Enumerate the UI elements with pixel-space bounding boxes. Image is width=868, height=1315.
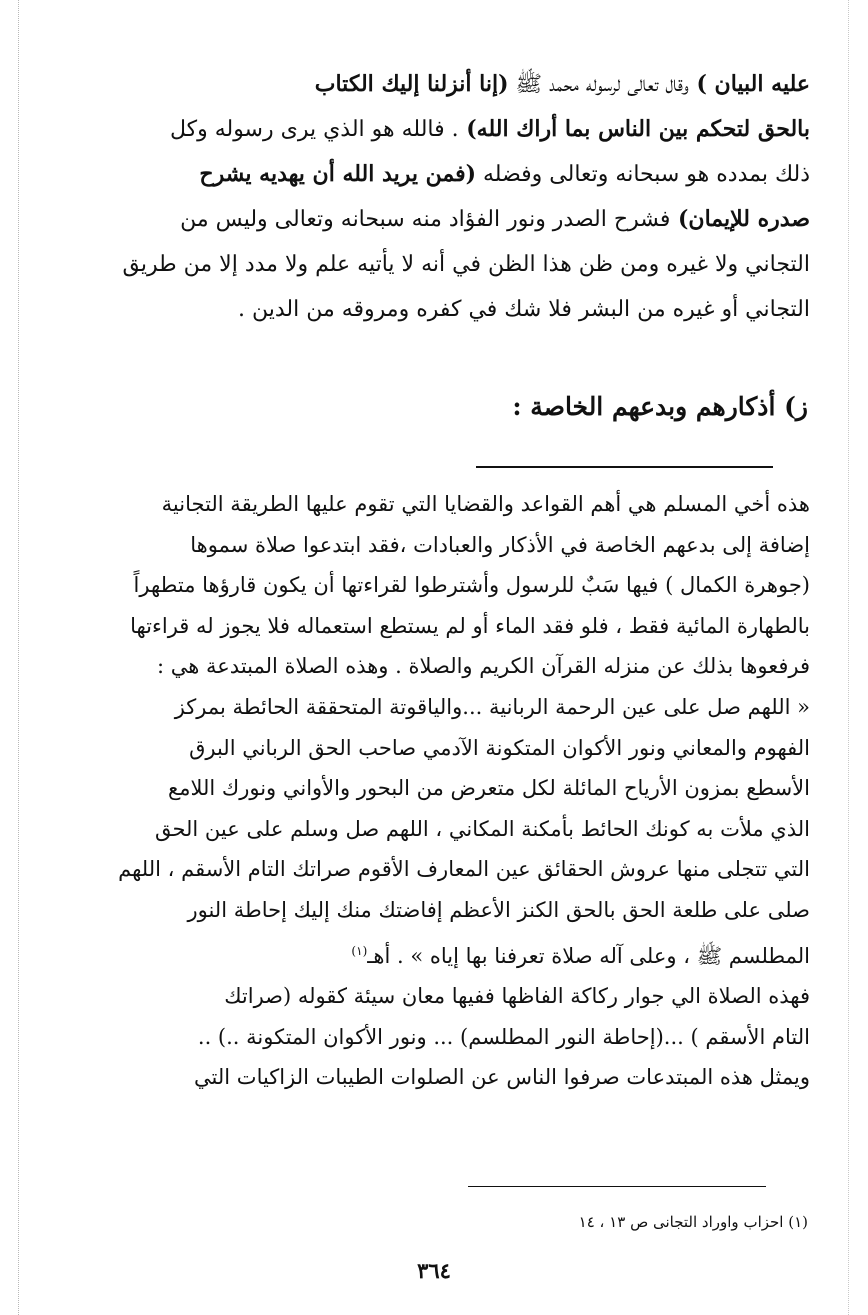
paragraph-main-line: الذي ملأت به كونك الحائط بأمكنة المكاني ، اللهم صل وسلم على عين الحق [154,816,810,841]
body-text: التجاني أو غيره من البشر فلا شك في كفره ومروقه من الدين . [237,297,810,322]
footnote: (١) احزاب واوراد التجانى ص ١٣ ، ١٤ [578,1213,808,1231]
page-number: ٣٦٤ [417,1258,451,1283]
quoted-text: عليه البيان ) [688,71,810,97]
footnote-marker: (١) [351,943,368,958]
paragraph-main-line: فهذه الصلاة الي جوار ركاكة الفاظها ففيها معان سيئة كقوله (صراتك [224,984,810,1009]
quoted-text: بالحق لتحكم بين الناس بما أراك الله) [458,116,810,142]
paragraph-main-line: التي تتجلى منها عروش الحقائق عين المعارف الأقوم صراتك التام الأسقم ، اللهم [118,857,810,882]
footnote-divider [468,1186,766,1187]
paragraph-main-line: ويمثل هذه المبتدعات صرفوا الناس عن الصلوات الطيبات الزاكيات التي [194,1065,810,1090]
paragraph-top-line [70,152,810,197]
paragraph-main-line: المطلسم ﷺ ، وعلى آله صلاة تعرفنا بها إياه » . أهـ$^{(١)}$ [351,943,810,968]
quoted-text: (فمن يريد الله أن يهديه يشرح [199,161,477,187]
paragraph-top [70,62,810,332]
quoted-text: صدره للإيمان) [670,206,810,232]
body-text: ذلك بمدده هو سبحانه وتعالى وفضله [476,162,810,187]
paragraph-top-line [70,62,810,107]
heading-divider [476,466,773,468]
body-text: فشرح الصدر ونور الفؤاد منه سبحانه وتعالى وليس من [180,207,671,232]
paragraph-main-line: الفهوم والمعاني ونور الأكوان المتكونة الآدمي صاحب الحق الرباني البرق [189,735,810,760]
paragraph-top-line [70,242,810,287]
paragraph-top-line [70,197,810,242]
paragraph-main-line: هذه أخي المسلم هي أهم القواعد والقضايا التي تقوم عليها الطريقة التجانية [161,492,810,516]
paragraph-main-line: إضافة إلى بدعهم الخاصة في الأذكار والعبادات ،فقد ابتدعوا صلاة سموها [190,532,810,557]
scan-edge-left [18,0,19,1315]
body-text: . فالله هو الذي يرى رسوله وكل [169,117,459,142]
paragraph-main-line: فرفعوها بذلك عن منزله القرآن الكريم والصلاة . وهذه الصلاة المبتدعة هي : [157,654,810,679]
paragraph-main-line: التام الأسقم ) ...(إحاطة النور المطلسم) ... ونور الأكوان المتكونة ..) .. [197,1024,810,1049]
body-text: وقال تعالى لرسوله محمد ﷺ [508,72,689,97]
paragraph-top-line [70,107,810,152]
body-text: التجاني ولا غيره ومن ظن هذا الظن في أنه لا يأتيه علم ولا مدد إلا من طريق [122,252,810,277]
quoted-text: (إنا أنزلنا إليك الكتاب [314,71,509,97]
paragraph-main [70,484,810,1098]
paragraph-main-line: بالطهارة المائية فقط ، فلو فقد الماء أو لم يستطع استعماله فلا يجوز له قراءتها [130,613,810,638]
scan-edge-right [848,0,849,1315]
paragraph-main-line: « اللهم صل على عين الرحمة الربانية ...والياقوتة المتحققة الحائطة بمركز [174,694,810,719]
paragraph-top-line [70,287,810,332]
paragraph-main-line: صلى على طلعة الحق بالحق الكنز الأعظم إفاضتك منك إليك إحاطة النور [187,897,810,922]
paragraph-main-line: الأسطع بمزون الأرياح المائلة لكل متعرض من البحور والأواني ونورك اللامع [168,776,810,801]
section-heading: ز) أذكارهم وبدعهم الخاصة : [512,392,808,421]
paragraph-main-line: (جوهرة الكمال ) فيها سَبٌ للرسول وأشترطوا لقراءتها أن يكون قارؤها متطهراً [133,573,810,598]
